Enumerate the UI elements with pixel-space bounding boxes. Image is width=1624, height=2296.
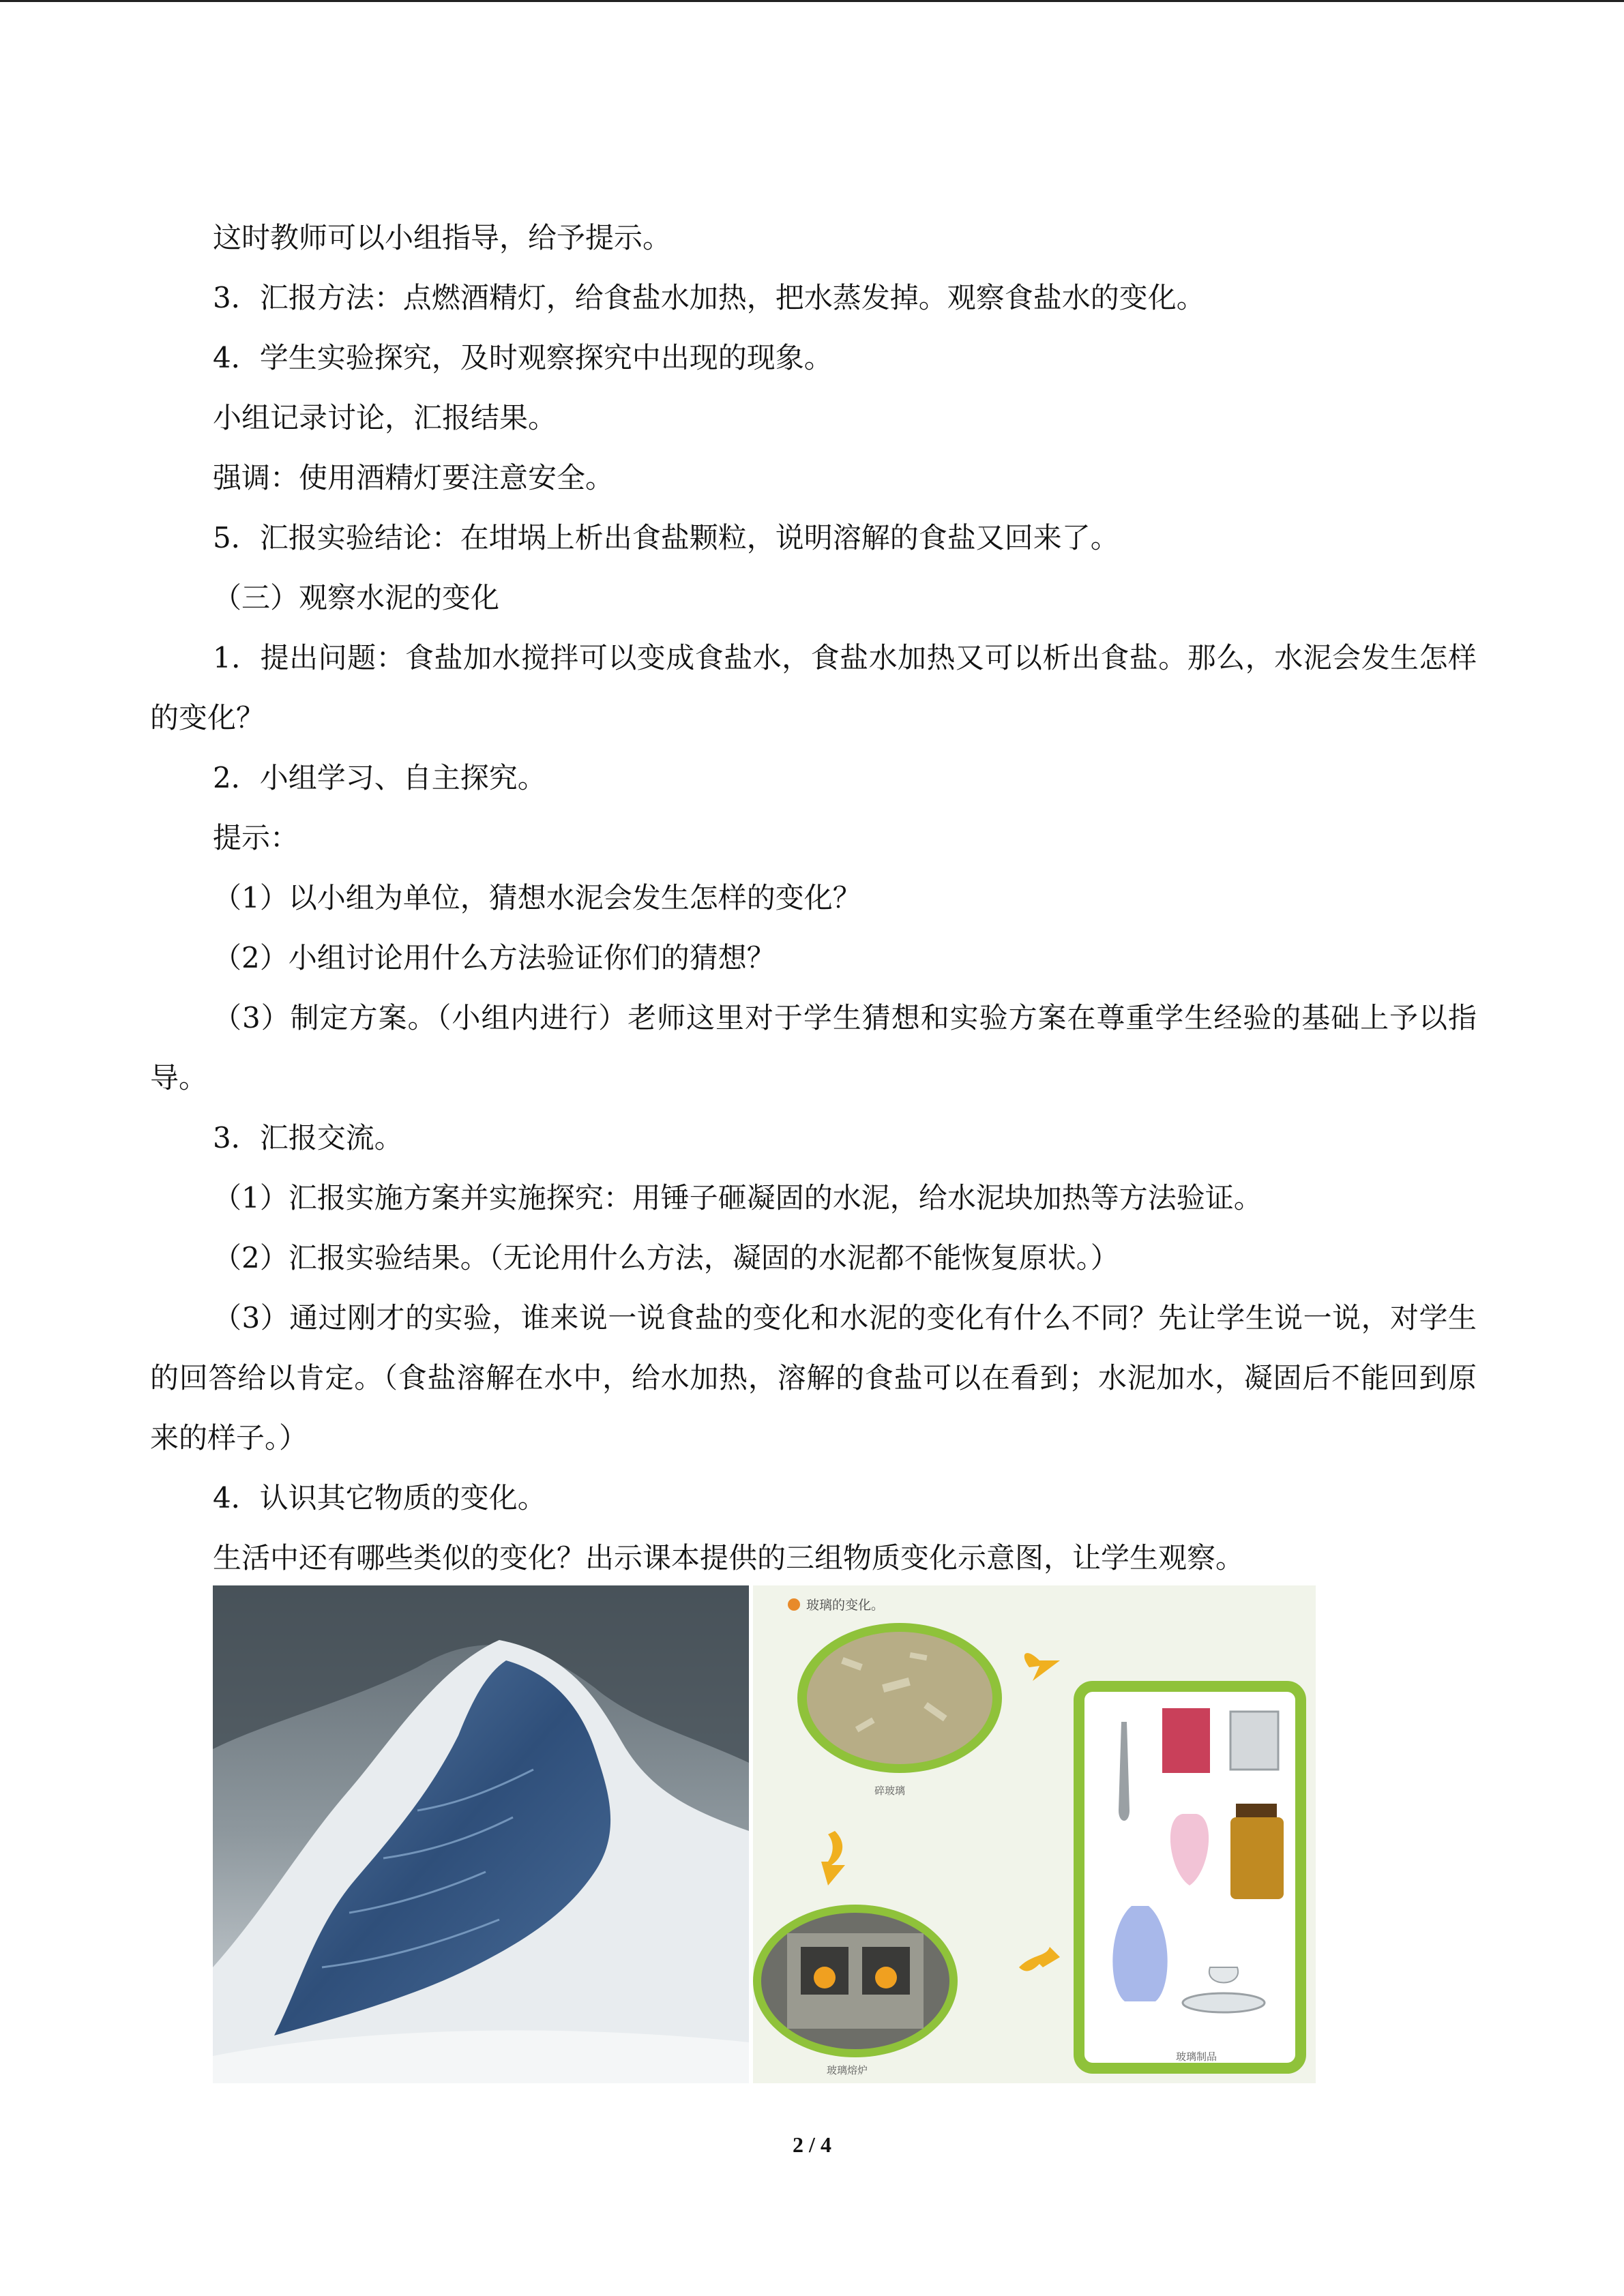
ice-river-illustration [213,1585,749,2083]
bullet-dot [788,1598,800,1611]
glass-diagram-title: 玻璃的变化。 [806,1598,885,1613]
glass-furnace-label: 玻璃熔炉 [827,2064,868,2076]
paragraph: 生活中还有哪些类似的变化？出示课本提供的三组物质变化示意图，让学生观察。 [213,1541,1245,1575]
glass-diagram-illustration [753,1585,1316,2083]
top-border [0,0,1624,2]
page-number: 2 / 4 [793,2132,831,2157]
paragraph: 这时教师可以小组指导，给予提示。 [213,221,672,254]
paragraph: （2）小组讨论用什么方法验证你们的猜想？ [213,941,776,974]
paragraph: 小组记录讨论，汇报结果。 [213,401,557,434]
paragraph: （2）汇报实验结果。（无论用什么方法，凝固的水泥都不能恢复原状。） [213,1241,1119,1274]
paragraph: 1．提出问题：食盐加水搅拌可以变成食盐水，食盐水加热又可以析出食盐。那么，水泥会发生怎样的变化？ [150,641,1477,734]
paragraph: 3．汇报方法：点燃酒精灯，给食盐水加热，把水蒸发掉。观察食盐水的变化。 [213,281,1205,314]
broken-glass-label: 碎玻璃 [874,1785,906,1797]
glass-products-label: 玻璃制品 [1176,2051,1217,2063]
paragraph: 强调：使用酒精灯要注意安全。 [213,461,615,494]
ice-river-photo [213,1585,749,2083]
document-body [150,208,1477,1588]
paragraph: 2．小组学习、自主探究。 [213,761,546,794]
paragraph: （3）通过刚才的实验，谁来说一说食盐的变化和水泥的变化有什么不同？先让学生说一说，对学生的回答给以肯定。（食盐溶解在水中，给水加热，溶解的食盐可以在看到；水泥加水，凝固后不能回到原来的样子。） [150,1301,1477,1455]
paragraph: 提示： [213,821,299,854]
paragraph: （3）制定方案。（小组内进行）老师这里对于学生猜想和实验方案在尊重学生经验的基础上予以指导。 [150,1001,1477,1094]
paragraph: 3．汇报交流。 [213,1121,403,1154]
figure-material-changes [213,1585,1316,2083]
paragraph: （1）汇报实施方案并实施探究：用锤子砸凝固的水泥，给水泥块加热等方法验证。 [213,1181,1263,1214]
paragraph: 5．汇报实验结论：在坩埚上析出食盐颗粒，说明溶解的食盐又回来了。 [213,521,1119,554]
glass-change-diagram [753,1585,1316,2083]
paragraph: 4．认识其它物质的变化。 [213,1481,546,1515]
paragraph: （1）以小组为单位，猜想水泥会发生怎样的变化？ [213,881,861,914]
paragraph: 4．学生实验探究，及时观察探究中出现的现象。 [213,341,833,374]
section-heading: （三）观察水泥的变化 [213,581,500,614]
